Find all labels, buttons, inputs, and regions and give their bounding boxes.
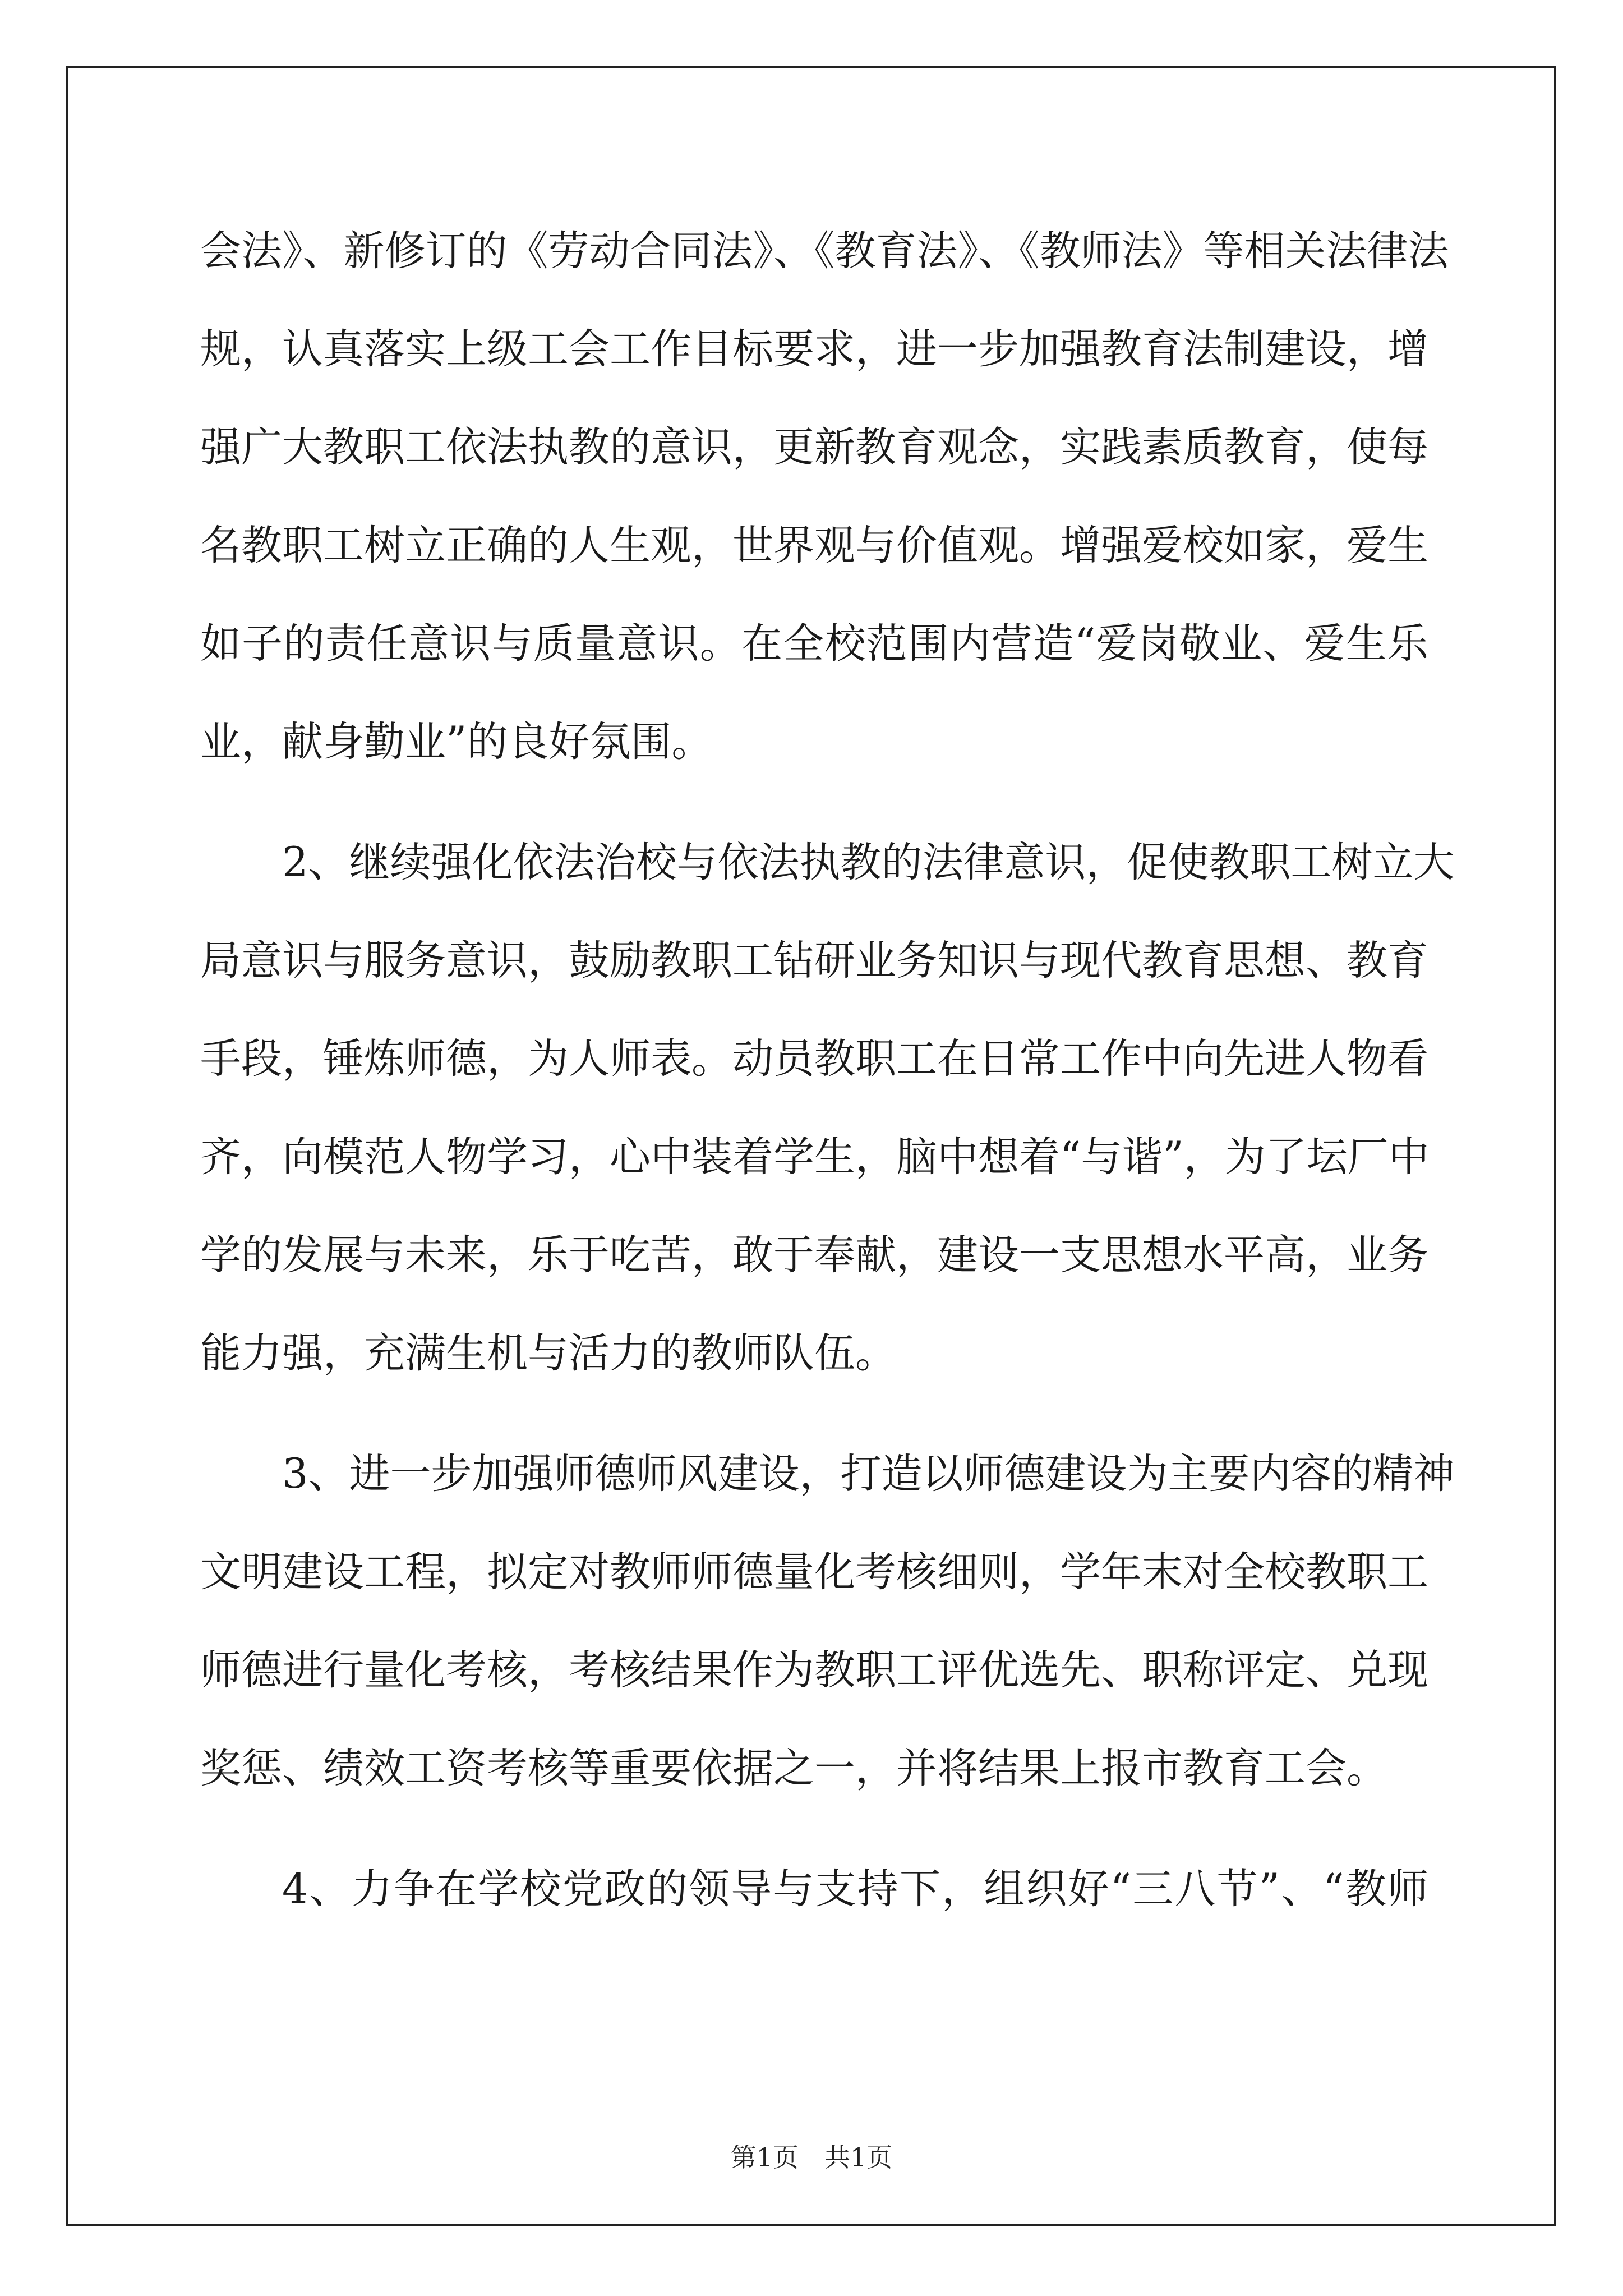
text-line: 4、力争在学校党政的领导与支持下，组织好“三八节”、“教师	[282, 1865, 1428, 1913]
text-line: 3、进一步加强师德师风建设，打造以师德建设为主要内容的精神	[282, 1450, 1455, 1498]
text-line: 奖惩、绩效工资考核等重要依据之一，并将结果上报市教育工会。	[200, 1745, 1387, 1792]
text-line: 学的发展与未来，乐于吃苦，敢于奉献，建设一支思想水平高，业务	[200, 1231, 1428, 1279]
text-line: 强广大教职工依法执教的意识，更新教育观念，实践素质教育，使每	[200, 424, 1428, 471]
text-line: 能力强，充满生机与活力的教师队伍。	[200, 1329, 896, 1377]
text-line: 会法》、新修订的《劳动合同法》、《教育法》、《教师法》等相关法律法	[200, 227, 1449, 275]
text-line: 师德进行量化考核，考核结果作为教职工评优选先、职称评定、兑现	[200, 1646, 1428, 1694]
document-body	[200, 202, 1455, 1938]
text-line: 业，献身勤业”的良好氛围。	[200, 718, 713, 766]
page-footer	[0, 2137, 1623, 2174]
text-line: 局意识与服务意识，鼓励教职工钻研业务知识与现代教育思想、教育	[200, 937, 1428, 984]
text-line: 名教职工树立正确的人生观，世界观与价值观。增强爱校如家，爱生	[200, 522, 1428, 569]
text-line: 齐，向模范人物学习，心中装着学生，脑中想着“与谐”，为了坛厂中	[200, 1133, 1430, 1181]
text-line: 如子的责任意识与质量意识。在全校范围内营造“爱岗敬业、爱生乐	[200, 620, 1428, 668]
text-line: 规，认真落实上级工会工作目标要求，进一步加强教育法制建设，增	[200, 325, 1428, 373]
page-number-label: 第1页 共1页	[730, 2142, 893, 2173]
text-line: 2、继续强化依法治校与依法执教的法律意识，促使教职工树立大	[282, 839, 1455, 886]
text-line: 文明建设工程，拟定对教师师德量化考核细则，学年末对全校教职工	[200, 1548, 1428, 1596]
text-line: 手段，锤炼师德，为人师表。动员教职工在日常工作中向先进人物看	[200, 1035, 1428, 1083]
